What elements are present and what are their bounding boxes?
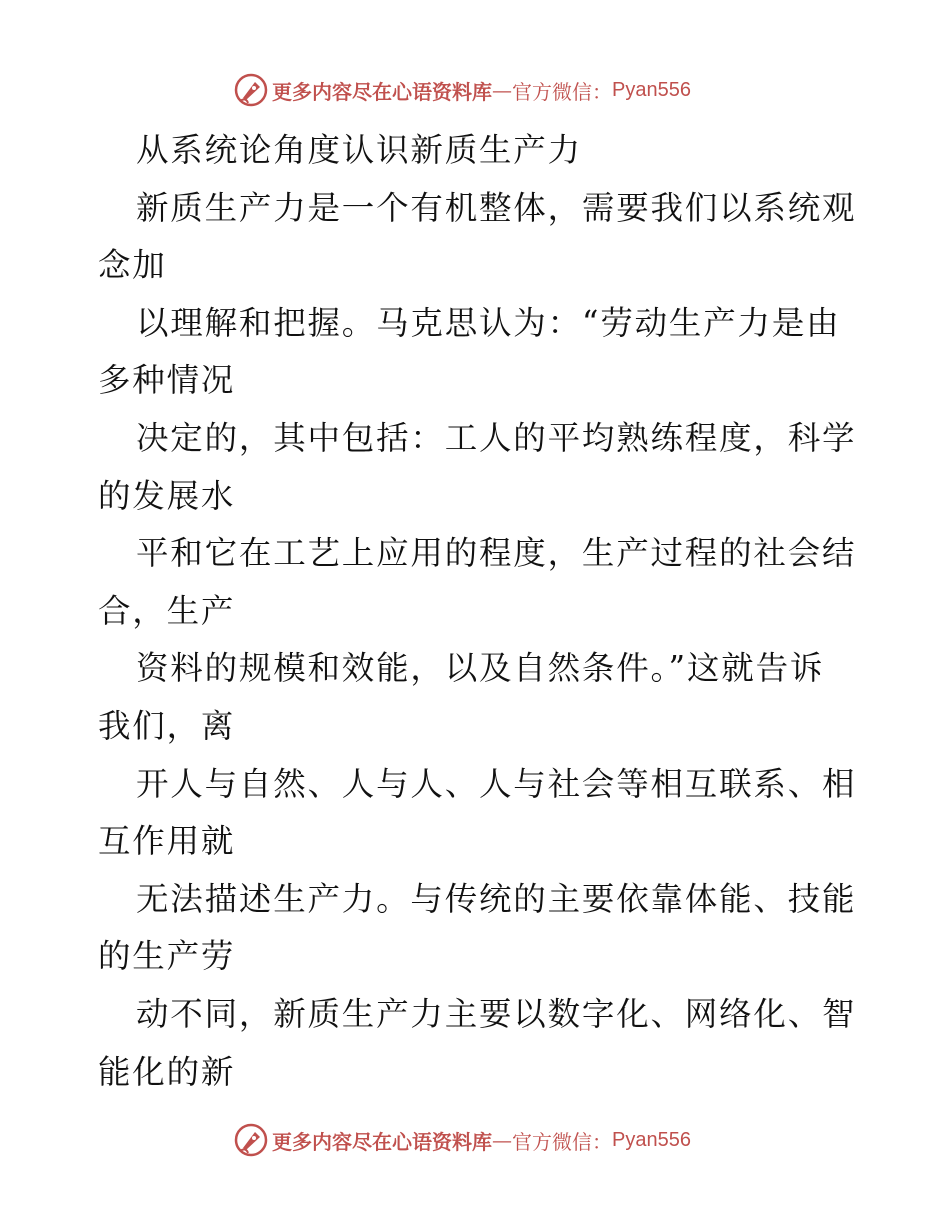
paragraph-line: 念加 bbox=[98, 246, 167, 285]
footer-banner bbox=[234, 1120, 691, 1160]
banner-brand-text: 更多内容尽在心语资料库 bbox=[272, 1129, 492, 1154]
document-title: 从系统论角度认识新质生产力 bbox=[136, 131, 582, 169]
paragraph-line: 的生产劳 bbox=[98, 937, 236, 976]
paragraph-line: 资料的规模和效能，以及自然条件。”这就告诉 bbox=[136, 649, 825, 688]
banner-brand-text: 更多内容尽在心语资料库 bbox=[272, 79, 492, 104]
paragraph-line: 动不同，新质生产力主要以数字化、网络化、智 bbox=[136, 994, 857, 1033]
paragraph-line: 合，生产 bbox=[98, 591, 236, 630]
banner-dash: — bbox=[492, 78, 512, 102]
paragraph-line: 新质生产力是一个有机整体，需要我们以系统观 bbox=[136, 188, 857, 227]
paragraph-line: 以理解和把握。马克思认为：“劳动生产力是由 bbox=[136, 303, 841, 342]
paragraph-line: 我们，离 bbox=[98, 706, 236, 745]
paragraph-line: 无法描述生产力。与传统的主要依靠体能、技能 bbox=[136, 879, 857, 918]
banner-wechat-id: Pyan556 bbox=[612, 1128, 691, 1151]
banner-wechat-id: Pyan556 bbox=[612, 78, 691, 101]
paragraph-line: 互作用就 bbox=[98, 822, 236, 861]
paragraph-line: 多种情况 bbox=[98, 361, 236, 400]
banner-wechat-label: 官方微信： bbox=[512, 79, 612, 104]
banner-dash: — bbox=[492, 1128, 512, 1152]
banner-wechat-label: 官方微信： bbox=[512, 1129, 612, 1154]
paragraph-line: 开人与自然、人与人、人与社会等相互联系、相 bbox=[136, 764, 857, 803]
paragraph-line: 决定的，其中包括：工人的平均熟练程度，科学 bbox=[136, 418, 857, 457]
header-banner bbox=[234, 70, 691, 110]
pen-nib-logo-icon bbox=[234, 1123, 268, 1157]
pen-nib-logo-icon bbox=[234, 73, 268, 107]
paragraph-line: 能化的新 bbox=[98, 1052, 236, 1091]
paragraph-line: 的发展水 bbox=[98, 476, 236, 515]
paragraph-line: 平和它在工艺上应用的程度，生产过程的社会结 bbox=[136, 534, 857, 573]
document-body bbox=[98, 122, 858, 1101]
